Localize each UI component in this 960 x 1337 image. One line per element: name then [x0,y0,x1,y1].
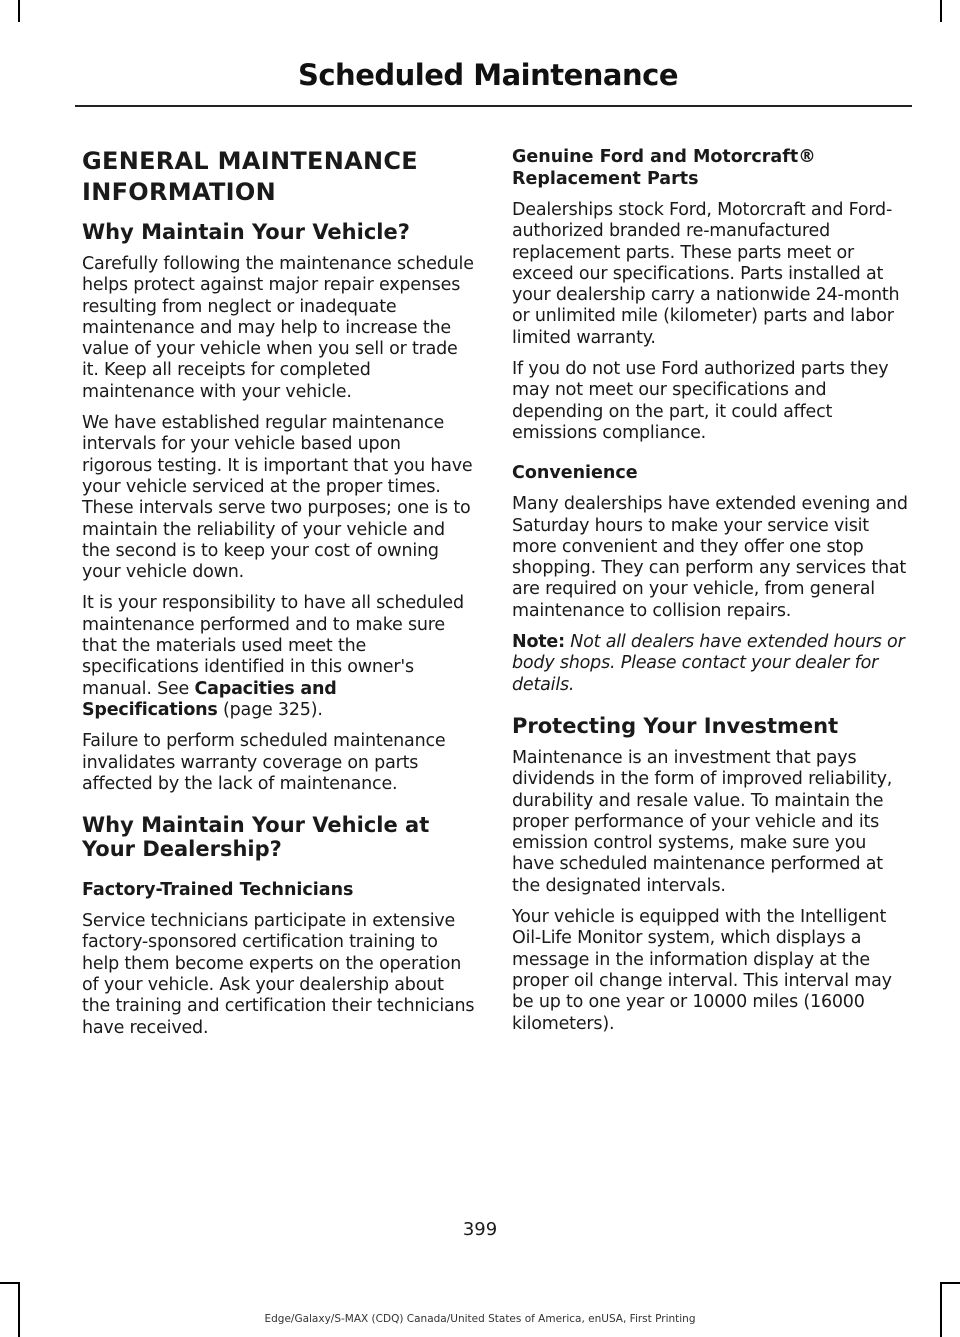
subheading-genuine-parts: Genuine Ford and Motorcraft® Replacement Parts [512,147,816,189]
note [512,632,908,696]
footer-text: Edge/Galaxy/S-MAX (CDQ) Canada/United States of America, enUSA, First Printing [264,1313,696,1325]
paragraph-with-reference [82,593,476,721]
crop-mark-bottom-right [942,1282,960,1284]
subheading-factory-trained: Factory-Trained Technicians [82,880,354,901]
paragraph: Dealerships stock Ford, Motorcraft and Ford-authorized branded re-manufactured replacement parts. These parts meet or exceed our specifications. Parts installed at your dealership carry a nationwide 24-month or unlimited mile (kilometer) parts and labor limited warranty. [512,200,900,348]
paragraph: Many dealerships have extended evening and Saturday hours to make your service visit more convenient and they offer one stop shopping. They can perform any services that are required on your vehicle, from general maintenance to collision repairs. [512,494,908,621]
note-label: Note: [512,632,565,653]
crop-mark-top-left [18,0,20,22]
paragraph: Failure to perform scheduled maintenance invalidates warranty coverage on parts affected by the lack of maintenance. [82,731,446,794]
left-column [82,146,476,1049]
capacities-specifications-link[interactable]: Capacities and Specifications [82,678,337,720]
paragraph: Your vehicle is equipped with the Intelligent Oil-Life Monitor system, which displays a message in the information display at the proper oil change interval. This interval may be up to one year or 10000 miles (16000 kilometers). [512,907,892,1034]
page-number: 399 [462,1219,498,1240]
section-heading-line2: INFORMATION [82,178,276,206]
subheading-protecting: Protecting Your Investment [512,713,839,738]
crop-mark-bottom-left [0,1282,18,1284]
page-header-title: Scheduled Maintenance [297,58,678,92]
crop-mark-top-right [940,0,942,22]
paragraph: Maintenance is an investment that pays dividends in the form of improved reliability, durability and resale value. To maintain the proper performance of your vehicle and its emission control systems, make sure you have scheduled maintenance performed at the designated intervals. [512,747,893,896]
paragraph: We have established regular maintenance intervals for your vehicle based upon rigorous testing. It is important that you have your vehicle serviced at the proper times. These intervals serve two purposes; one is to maintain the reliability of your vehicle and the second is to keep your cost of owning your vehicle down. [82,413,473,583]
crop-mark-bottom-left-v [18,1282,20,1337]
header-rule [75,105,912,107]
paragraph: If you do not use Ford authorized parts they may not meet our specifications and depending on the part, it could affect emissions compliance. [512,359,889,443]
crop-mark-bottom-right-v [940,1282,942,1337]
note-body: Not all dealers have extended hours or body shops. Please contact your dealer for details. [512,632,905,695]
paragraph: Service technicians participate in extensive factory-sponsored certification training to help them become experts on the operation of your vehicle. Ask your dealership about the training and certification their technicians have received. [82,911,475,1038]
paragraph-text: It is your responsibility to have all scheduled maintenance performed and to make sure that the materials used meet the specifications identified in this owner's manual. See [82,593,464,699]
right-column [512,146,908,1045]
section-heading [82,146,476,208]
subheading-dealership: Why Maintain Your Vehicle at Your Dealership? [82,813,430,862]
subheading-convenience: Convenience [512,463,638,484]
section-heading-line1: GENERAL MAINTENANCE [82,147,418,175]
paragraph: Carefully following the maintenance schedule helps protect against major repair expenses resulting from neglect or inadequate maintenance and may help to increase the value of your vehicle when you sell or trade it. Keep all receipts for completed maintenance with your vehicle. [82,254,474,402]
page-reference: (page 325). [217,699,323,720]
subheading-why-maintain: Why Maintain Your Vehicle? [82,220,410,244]
